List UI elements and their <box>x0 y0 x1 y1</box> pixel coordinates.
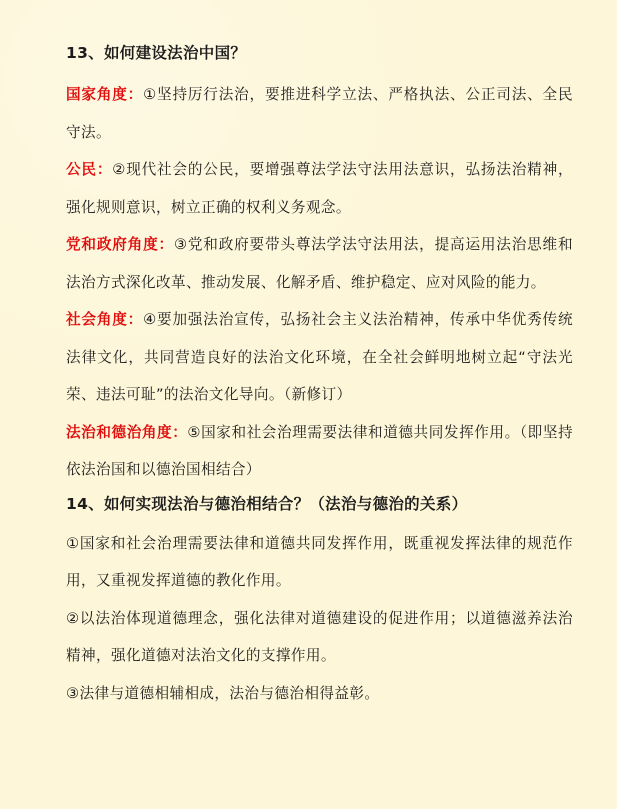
q13-item-party-government <box>66 226 573 301</box>
q13-item-national <box>66 76 573 151</box>
q13-item-society <box>66 301 573 414</box>
q13-item-national-label: 国家角度： <box>66 86 144 103</box>
q14-item-2: ②以法治体现道德理念，强化法律对道德建设的促进作用；以道德滋养法治精神，强化道德对法治文化的支撑作用。 <box>66 609 573 664</box>
question-14-title: 14、如何实现法治与德治相结合？（法治与德治的关系） <box>66 494 468 513</box>
q13-item-rule-of-law-and-virtue <box>66 414 573 489</box>
q13-item-party-government-label: 党和政府角度： <box>66 236 174 253</box>
q14-item-1: ①国家和社会治理需要法律和道德共同发挥作用，既重视发挥法律的规范作用，又重视发挥道德的教化作用。 <box>66 534 573 589</box>
q13-item-party-government-text: ③党和政府要带头尊法学法守法用法，提高运用法治思维和法治方式深化改革、推动发展、化解矛盾、维护稳定、应对风险的能力。 <box>66 236 573 291</box>
q13-item-citizen <box>66 151 573 226</box>
q13-item-society-text: ④要加强法治宣传，弘扬社会主义法治精神，传承中华优秀传统法律文化，共同营造良好的法治文化环境，在全社会鲜明地树立起“守法光荣、违法可耻”的法治文化导向。（新修订） <box>66 311 573 403</box>
q13-item-national-text: ①坚持厉行法治，要推进科学立法、严格执法、公正司法、全民守法。 <box>66 86 573 141</box>
q13-item-citizen-text: ②现代社会的公民，要增强尊法学法守法用法意识，弘扬法治精神，强化规则意识，树立正确的权利义务观念。 <box>66 161 574 216</box>
q13-item-citizen-label: 公民： <box>66 161 113 178</box>
question-13-title: 13、如何建设法治中国？ <box>66 44 247 62</box>
q14-item-3: ③法律与道德相辅相成，法治与德治相得益彰。 <box>66 684 380 702</box>
q13-item-society-label: 社会角度： <box>66 311 144 328</box>
q13-item-rule-of-law-and-virtue-label: 法治和德治角度： <box>66 423 188 441</box>
q13-item-rule-of-law-and-virtue-text: ⑤国家和社会治理需要法律和道德共同发挥作用。（即坚持依法治国和以德治国相结合） <box>66 423 574 478</box>
